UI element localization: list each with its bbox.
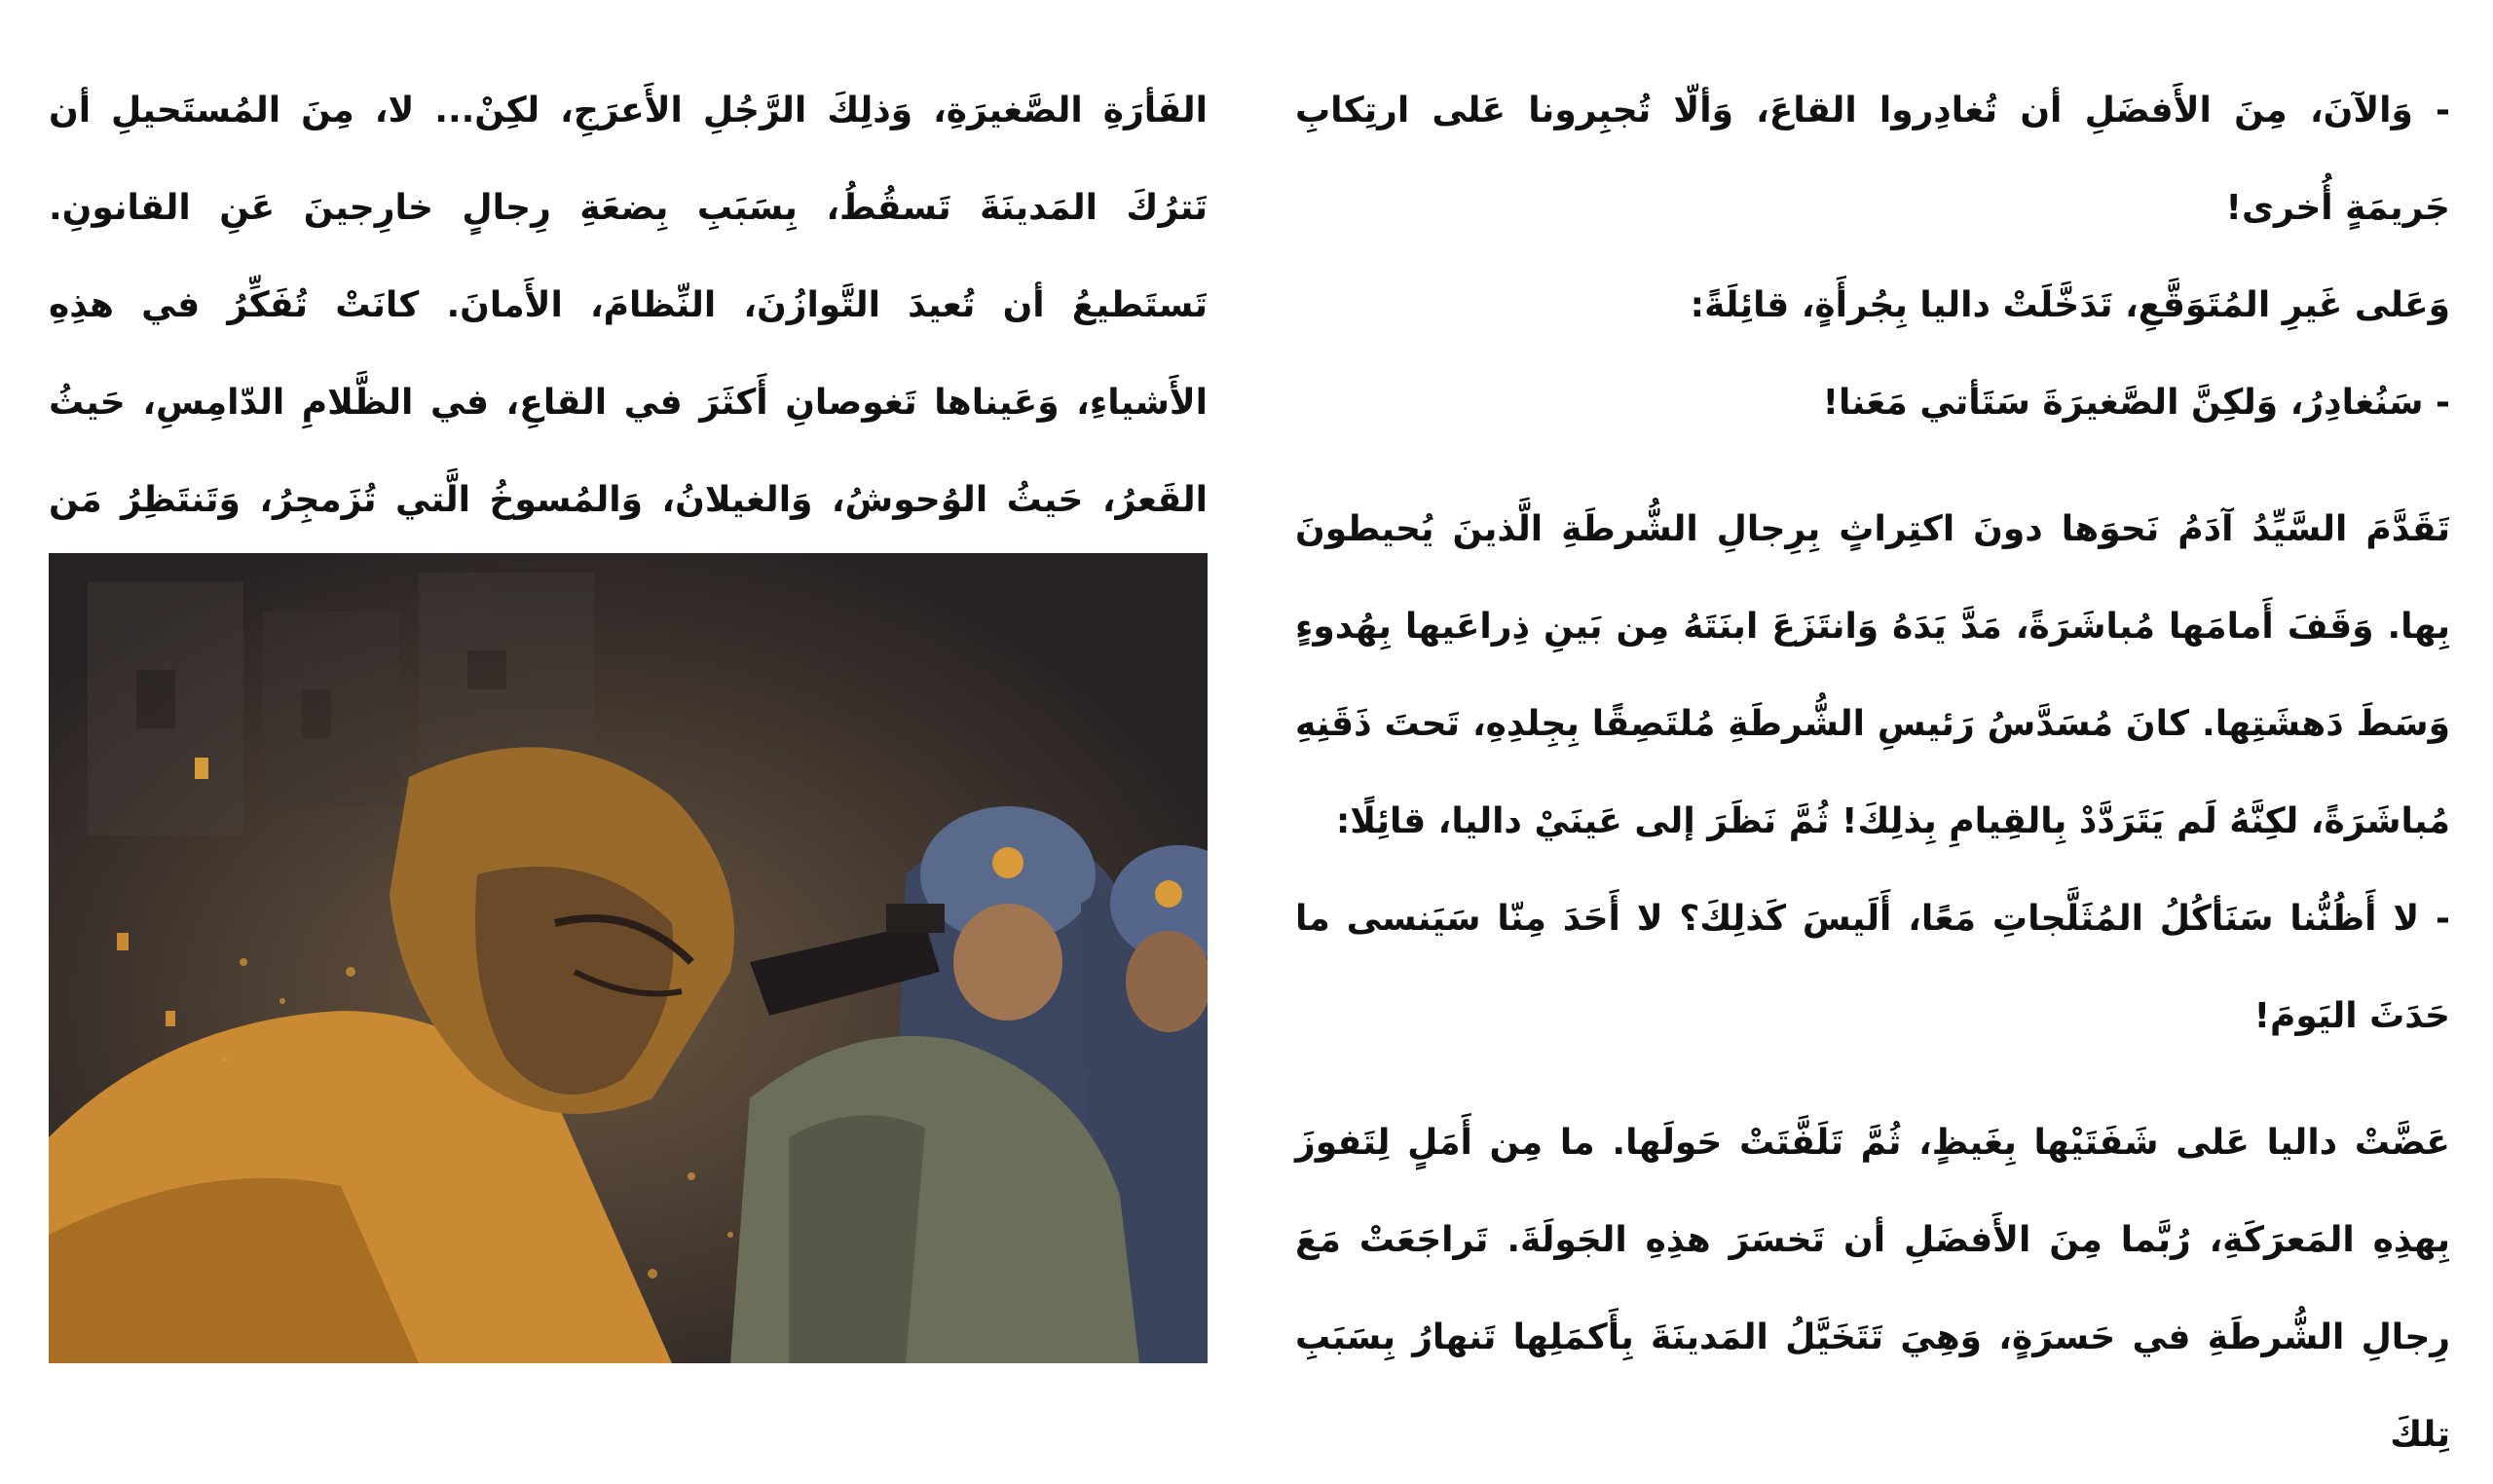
paragraph: الفَأرَةِ الصَّغيرَةِ، وَذلِكَ الرَّجُلِ الأَعرَجِ، لكِنْ... لا، مِنَ المُستَحيلِ أن تَترُكَ المَدينَةَ تَسقُطُ، بِسَبَبِ بِضعَةِ رِجالٍ خارِجينَ عَنِ القانونِ. تَستَطيعُ أن تُعيدَ التَّوازُنَ، النِّظامَ، الأَمانَ. كانَتْ تُفَكِّرُ في هذِهِ الأَشياءِ، وَعَيناها تَغوصانِ أَكثَرَ في القاعِ، في الظَّلامِ الدّامِسِ، حَيثُ القَعرُ، حَيثُ الوُحوشُ، وَالغيلانُ، وَالمُسوخُ الَّتي تُزَمجِرُ، وَتَنتَظِرُ مَن xyxy=(49,91,1208,520)
illustration-art xyxy=(49,553,1208,1363)
right-text-column xyxy=(1295,62,2450,1484)
paragraph: تَقَدَّمَ السَّيِّدُ آدَمُ نَحوَها دونَ اكتِراثٍ بِرِجالِ الشُّرطَةِ الَّذينَ يُحيطونَ بِها. وَقَفَ أَمامَها مُباشَرَةً، مَدَّ يَدَهُ وَانتَزَعَ ابنَتَهُ مِن بَينِ ذِراعَيها بِهُدوءٍ وَسَطَ دَهشَتِها. كانَ مُسَدَّسُ رَئيسِ الشُّرطَةِ مُلتَصِقًا بِجِلدِهِ، تَحتَ ذَقَنِهِ مُباشَرَةً، لكِنَّهُ لَم يَتَرَدَّدْ بِالقِيامِ بِذلِكَ! ثُمَّ نَظَرَ إلى عَينَيْ داليا، قائِلًا: xyxy=(1295,509,2450,841)
paragraph: - لا أَظُنُّنا سَنَأكُلُ المُثَلَّجاتِ مَعًا، أَلَيسَ كَذلِكَ؟ لا أَحَدَ مِنّا سَيَنسى ما حَدَثَ اليَومَ! xyxy=(1295,899,2450,1036)
paragraph: - وَالآنَ، مِنَ الأَفضَلِ أن تُغادِروا القاعَ، وَألّا تُجبِرونا عَلى ارتِكابِ جَريمَةٍ أُخرى! xyxy=(1295,91,2450,228)
paragraph: - سَنُغادِرُ، وَلكِنَّ الصَّغيرَةَ سَتَأتي مَعَنا! xyxy=(1822,383,2450,423)
paragraph: وَعَلى غَيرِ المُتَوَقَّعِ، تَدَخَّلَتْ داليا بِجُرأَةٍ، قائِلَةً: xyxy=(1690,285,2450,325)
story-illustration xyxy=(49,553,1208,1363)
paragraph: عَضَّتْ داليا عَلى شَفَتَيْها بِغَيظٍ، ثُمَّ تَلَفَّتَتْ حَولَها. ما مِن أَمَلٍ لِتَفوزَ بِهذِهِ المَعرَكَةِ، رُبَّما مِنَ الأَفضَلِ أن تَخسَرَ هذِهِ الجَولَةَ. تَراجَعَتْ مَعَ رِجالِ الشُّرطَةِ في حَسرَةٍ، وَهِيَ تَتَخَيَّلُ المَدينَةَ بِأَكمَلِها تَنهارُ بِسَبَبِ تِلكَ xyxy=(1295,1123,2450,1455)
